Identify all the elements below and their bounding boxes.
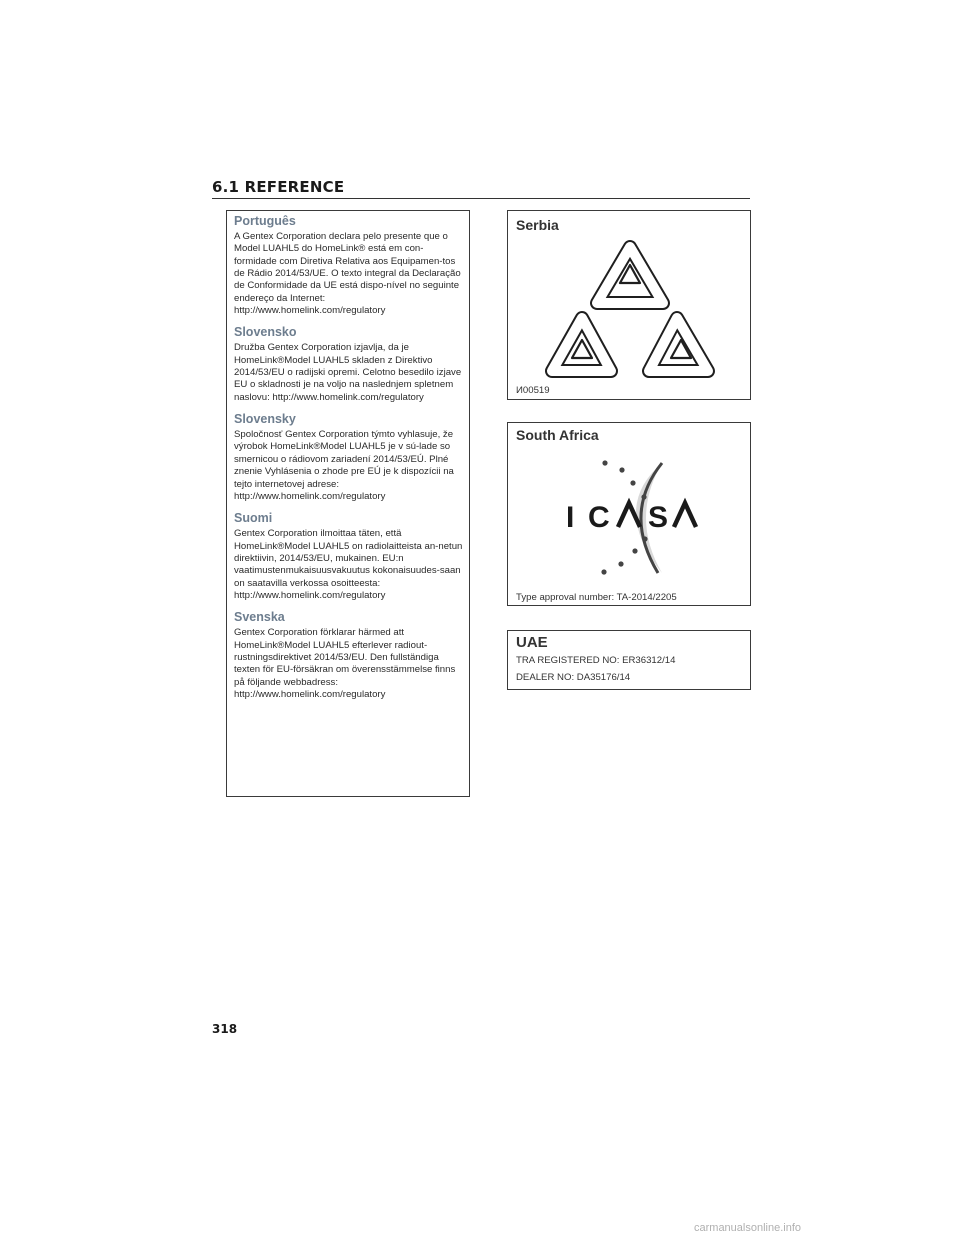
serbia-triangle-mark-icon (509, 235, 749, 395)
language-heading: Português (234, 214, 296, 228)
page-number: 318 (212, 1022, 238, 1036)
uae-dealer-number: DEALER NO: DA35176/14 (516, 672, 631, 683)
uae-tra-number: TRA REGISTERED NO: ER36312/14 (516, 655, 676, 666)
language-text: Gentex Corporation ilmoittaa täten, että HomeLink®Model LUAHL5 on radiolaitteista an-netun direktiivin, 2014/53/EU, mukainen. EU:n vaatimustenmukaisuusvakuutus kokonaisuudes-saan on saatavilla verkossa osoitteesta: http://www.homelink.com/regulatory (234, 528, 463, 601)
language-text: A Gentex Corporation declara pelo presente que o Model LUAHL5 do HomeLink® está em con-formidade com Diretiva Relativa aos Equipamen-tos de Rádio 2014/53/UE. O texto integral da Declaração de Conformidade da UE está dispo-nível no seguinte endereço da Internet: http://www.homelink.com/regulatory (234, 231, 461, 317)
language-text: Spoločnosť Gentex Corporation týmto vyhlasuje, že výrobok HomeLink®Model LUAHL5 je v sú-lade so smernicou o rádiovom zariadení 2014/53/EÚ. Plné znenie Vyhlásenia o zhode pre EÚ je k dispozícii na tejto internetovej adrese: http://www.homelink.com/regulatory (234, 429, 454, 502)
language-block-svenska (234, 610, 463, 701)
icasa-logo-icon (530, 453, 730, 583)
watermark: carmanualsonline.info (694, 1222, 802, 1234)
language-block-suomi (234, 511, 463, 602)
language-declarations-box (226, 210, 470, 797)
language-block-portugues (234, 214, 463, 317)
language-text: Družba Gentex Corporation izjavlja, da je HomeLink®Model LUAHL5 skladen z Direktivo 2014/53/EU o radijski opremi. Celotno besedilo izjave EU o skladnosti je na voljo na naslednjem spletnem naslovu: http://www.homelink.com/regulatory (234, 342, 462, 403)
type-approval-number: Type approval number: TA-2014/2205 (516, 592, 677, 603)
language-heading: Slovensko (234, 325, 297, 340)
language-text: Gentex Corporation förklarar härmed att HomeLink®Model LUAHL5 efterlever radiout-rustningsdirektivet 2014/53/EU. Den fullständiga texten för EU-försäkran om överensstämmelse finns på följande webbadress: http://www.homelink.com/regulatory (234, 627, 456, 700)
language-block-slovensko (234, 325, 463, 404)
serbia-box (507, 210, 751, 400)
language-heading: Suomi (234, 511, 273, 526)
header-rule (212, 198, 750, 199)
language-block-slovensky (234, 412, 463, 503)
uae-title: UAE (516, 634, 548, 651)
language-heading: Svenska (234, 610, 285, 625)
serbia-title: Serbia (516, 217, 559, 233)
uae-box (507, 630, 751, 690)
svg-text:S: S (648, 501, 669, 534)
svg-text:I: I (566, 501, 575, 534)
language-heading: Slovensky (234, 412, 296, 427)
south-africa-title: South Africa (516, 427, 599, 443)
svg-text:C: C (588, 501, 610, 534)
serbia-code: И00519 (516, 385, 550, 396)
section-title: 6.1 REFERENCE (212, 178, 345, 196)
south-africa-box (507, 422, 751, 606)
